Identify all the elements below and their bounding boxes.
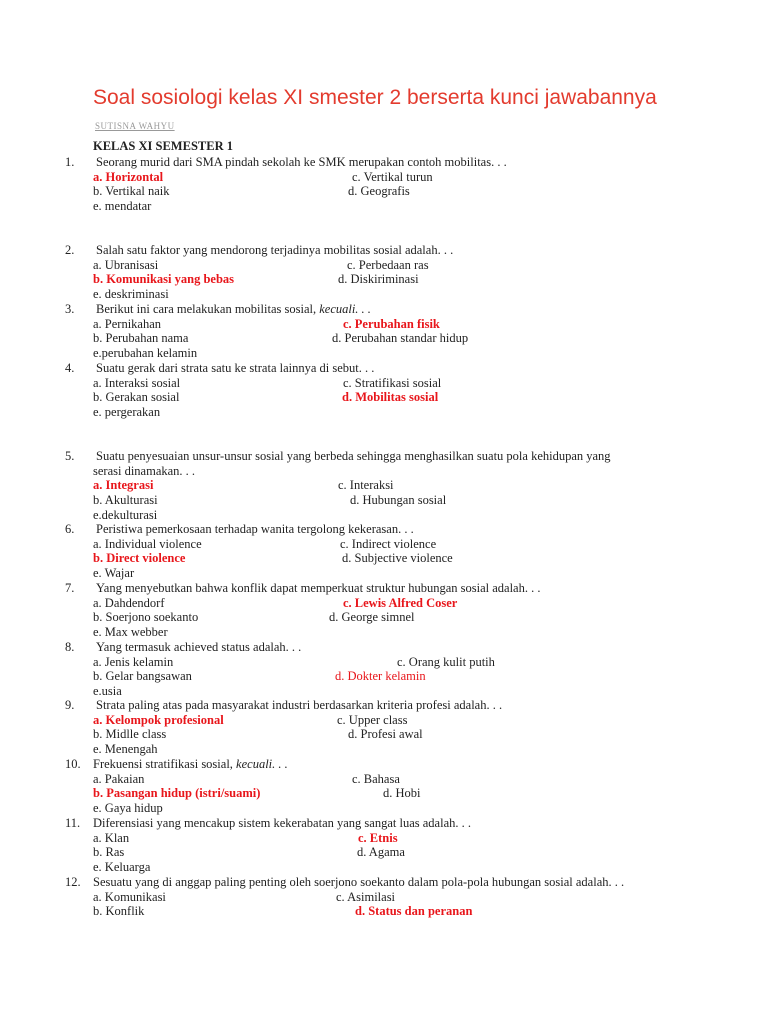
option-a: a. Individual violence <box>93 537 202 551</box>
option-a: a. Integrasi <box>93 478 154 492</box>
option-e: e. deskriminasi <box>93 287 169 301</box>
option-b: b. Konflik <box>93 904 145 918</box>
option-d: d. Geografis <box>348 184 410 198</box>
option-a: a. Ubranisasi <box>93 258 159 272</box>
option-d: d. Dokter kelamin <box>335 669 426 683</box>
option-b: b. Vertikal naik <box>93 184 170 198</box>
question-number: 6. <box>65 522 75 536</box>
option-e: e.dekulturasi <box>93 508 158 522</box>
question-number: 8. <box>65 640 75 654</box>
question-number: 9. <box>65 698 75 712</box>
stem-italic: kecuali. . . <box>319 302 371 316</box>
option-c: c. Orang kulit putih <box>397 655 495 669</box>
option-b: b. Komunikasi yang bebas <box>93 272 235 286</box>
option-d: d. Status dan peranan <box>355 904 473 918</box>
question-number: 7. <box>65 581 75 595</box>
option-d: d. Hobi <box>383 786 421 800</box>
option-e: e. Gaya hidup <box>93 801 163 815</box>
question-number: 12. <box>65 875 81 889</box>
option-c: c. Lewis Alfred Coser <box>343 596 458 610</box>
question-stem: Suatu penyesuaian unsur-unsur sosial yang berbeda sehingga menghasilkan suatu pola kehidupan yang <box>96 449 611 463</box>
option-c: c. Perbedaan ras <box>347 258 429 272</box>
option-e: e. mendatar <box>93 199 152 213</box>
option-e: e. Wajar <box>93 566 135 580</box>
option-b: b. Akulturasi <box>93 493 158 507</box>
option-a: a. Interaksi sosial <box>93 376 181 390</box>
question-stem <box>93 757 288 772</box>
option-a: a. Pakaian <box>93 772 145 786</box>
question-stem: Salah satu faktor yang mendorong terjadinya mobilitas sosial adalah. . . <box>96 243 454 257</box>
question-stem: Seorang murid dari SMA pindah sekolah ke SMK merupakan contoh mobilitas. . . <box>96 155 507 169</box>
question-number: 2. <box>65 243 75 257</box>
option-c: c. Vertikal turun <box>352 170 433 184</box>
option-a: a. Komunikasi <box>93 890 166 904</box>
option-c: c. Etnis <box>358 831 398 845</box>
option-d: d. George simnel <box>329 610 415 624</box>
option-b: b. Gerakan sosial <box>93 390 180 404</box>
option-c: c. Indirect violence <box>340 537 437 551</box>
option-e: e. pergerakan <box>93 405 161 419</box>
option-b: b. Midlle class <box>93 727 167 741</box>
question-stem: Suatu gerak dari strata satu ke strata lainnya di sebut. . . <box>96 361 375 375</box>
option-a: a. Jenis kelamin <box>93 655 174 669</box>
option-b: b. Soerjono soekanto <box>93 610 199 624</box>
option-d: d. Agama <box>357 845 405 859</box>
question-stem-continued: serasi dinamakan. . . <box>93 464 196 478</box>
option-a: a. Dahdendorf <box>93 596 165 610</box>
page-title: Soal sosiologi kelas XI smester 2 berserta kunci jawabannya <box>93 86 657 109</box>
stem-italic: kecuali. . . <box>236 757 288 771</box>
option-d: d. Hubungan sosial <box>350 493 447 507</box>
question-stem <box>96 302 371 317</box>
option-e: e.usia <box>93 684 122 698</box>
question-stem: Yang termasuk achieved status adalah. . . <box>96 640 302 654</box>
option-d: d. Subjective violence <box>342 551 453 565</box>
option-d: d. Profesi awal <box>348 727 423 741</box>
question-number: 11. <box>65 816 81 830</box>
question-stem: Strata paling atas pada masyarakat industri berdasarkan kriteria profesi adalah. . . <box>96 698 503 712</box>
question-number: 4. <box>65 361 75 375</box>
question-number: 1. <box>65 155 75 169</box>
option-e: e. Max webber <box>93 625 168 639</box>
question-number: 3. <box>65 302 75 316</box>
option-b: b. Gelar bangsawan <box>93 669 192 683</box>
question-stem: Yang menyebutkan bahwa konflik dapat memperkuat struktur hubungan sosial adalah. . . <box>96 581 541 595</box>
option-e: e. Keluarga <box>93 860 151 874</box>
question-number: 10. <box>65 757 81 771</box>
stem-text: Frekuensi stratifikasi sosial, <box>93 757 233 771</box>
option-c: c. Interaksi <box>338 478 394 492</box>
option-e: e.perubahan kelamin <box>93 346 198 360</box>
option-c: c. Stratifikasi sosial <box>343 376 442 390</box>
option-d: d. Diskiriminasi <box>338 272 419 286</box>
option-a: a. Kelompok profesional <box>93 713 224 727</box>
author-link[interactable]: SUTISNA WAHYU <box>95 121 175 131</box>
option-c: c. Bahasa <box>352 772 400 786</box>
option-a: a. Horizontal <box>93 170 164 184</box>
option-a: a. Pernikahan <box>93 317 162 331</box>
option-d: d. Perubahan standar hidup <box>332 331 469 345</box>
option-b: b. Perubahan nama <box>93 331 189 345</box>
option-a: a. Klan <box>93 831 130 845</box>
option-d: d. Mobilitas sosial <box>342 390 439 404</box>
option-b: b. Pasangan hidup (istri/suami) <box>93 786 261 800</box>
section-heading: KELAS XI SEMESTER 1 <box>93 139 233 153</box>
question-stem: Sesuatu yang di anggap paling penting oleh soerjono soekanto dalam pola-pola hubungan sosial adalah. . . <box>93 875 625 889</box>
option-b: b. Direct violence <box>93 551 186 565</box>
option-b: b. Ras <box>93 845 125 859</box>
option-c: c. Upper class <box>337 713 408 727</box>
question-number: 5. <box>65 449 75 463</box>
stem-text: Berikut ini cara melakukan mobilitas sosial, <box>96 302 317 316</box>
question-stem: Peristiwa pemerkosaan terhadap wanita tergolong kekerasan. . . <box>96 522 414 536</box>
option-c: c. Perubahan fisik <box>343 317 440 331</box>
option-e: e. Menengah <box>93 742 158 756</box>
option-c: c. Asimilasi <box>336 890 396 904</box>
question-stem: Diferensiasi yang mencakup sistem kekerabatan yang sangat luas adalah. . . <box>93 816 471 830</box>
